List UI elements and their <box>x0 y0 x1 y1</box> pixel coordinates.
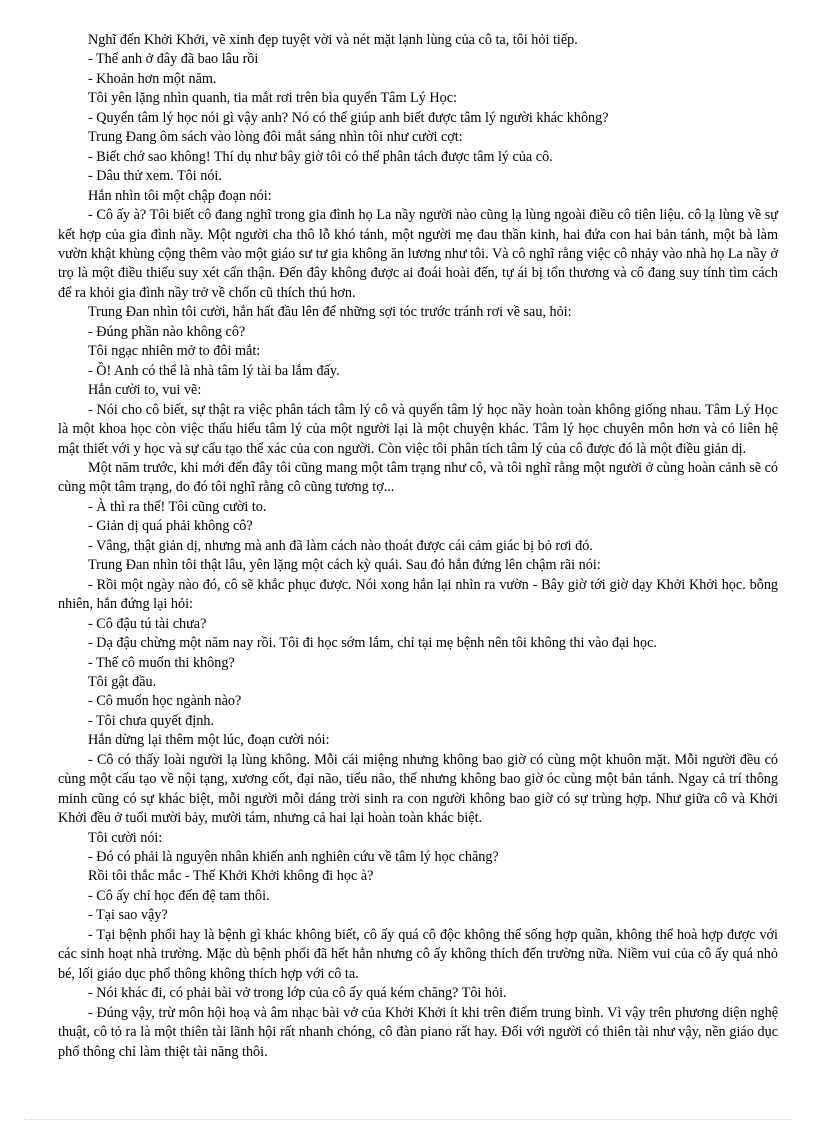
paragraph: - Dâu thử xem. Tôi nói. <box>88 168 222 185</box>
paragraph: Một năm trước, khi mới đến đây tôi cũng mang một tâm trạng như cô, và tôi nghĩ rằng một người ở cùng hoàn cảnh sẽ có cùng một tâm trạng, do đó tôi nghĩ rằng cô cũng tương tợ... <box>58 459 778 496</box>
paragraph: - Quyển tâm lý học nói gì vậy anh? Nó có thể giúp anh biết được tâm lý người khác không? <box>88 109 609 126</box>
page-bottom-rule <box>24 1119 792 1120</box>
paragraph: - Tại bệnh phổi hay là bệnh gì khác không biết, cô ấy quá cô độc không thể sống hợp quần, không thể hoà hợp được với các sinh hoạt nhà trường. Mặc dù bệnh phổi đã hết hẳn nhưng cô ấy không thích đến trường nữa. Niềm vui của cô ấy quá nhỏ bé, lối giáo dục phổ thông không thích hợp với cô ta. <box>58 926 778 982</box>
paragraph: - Dạ đậu chừng một năm nay rồi. Tôi đi học sớm lắm, chỉ tại mẹ bệnh nên tôi không thi vào đại học. <box>88 635 657 652</box>
paragraph: - Ồ! Anh có thể là nhà tâm lý tài ba lắm đấy. <box>88 362 340 379</box>
document-page <box>58 31 778 1062</box>
paragraph: - Nói khác đi, có phải bài vở trong lớp của cô ấy quá kém chăng? Tôi hỏi. <box>88 985 507 1002</box>
paragraph: Trung Đang ôm sách vào lòng đôi mắt sáng nhìn tôi như cười cợt: <box>88 129 463 146</box>
paragraph: Trung Đan nhìn tôi cười, hắn hất đầu lên để những sợi tóc trước tránh rơi về sau, hỏi: <box>88 304 572 321</box>
paragraph: - Đó có phải là nguyên nhân khiến anh nghiên cứu về tâm lý học chăng? <box>88 849 499 866</box>
paragraph: - Thế cô muốn thi không? <box>88 654 235 671</box>
paragraph: Tôi yên lặng nhìn quanh, tia mắt rơi trên bìa quyển Tâm Lý Học: <box>88 90 457 107</box>
paragraph: - Tại sao vậy? <box>88 907 168 924</box>
paragraph: Hắn dừng lại thêm một lúc, đoạn cười nói: <box>88 732 330 749</box>
paragraph: Rồi tôi thắc mắc - Thế Khởi Khởi không đi học à? <box>88 868 374 885</box>
paragraph: Nghĩ đến Khởi Khởi, vẽ xinh đẹp tuyệt vời và nét mặt lạnh lùng của cô ta, tôi hỏi tiếp. <box>88 32 578 48</box>
paragraph: - Đúng vậy, trừ môn hội hoạ và âm nhạc bài vở của Khởi Khởi ít khi trên điểm trung bình. Vì vậy trên phương diện nghệ thuật, cô tỏ ra là một thiên tài lãnh hội rất nhanh chóng, cô đàn piano rất hay. Đối với người có thiên tài như vậy, nền giáo dục phổ thông chỉ làm thiệt tài năng thôi. <box>58 1004 778 1060</box>
paragraph: - Cô đậu tú tài chưa? <box>88 615 207 632</box>
paragraph: - Giản dị quá phải không cô? <box>88 518 253 535</box>
paragraph: - Tôi chưa quyết định. <box>88 712 215 729</box>
paragraph: - À thì ra thế! Tôi cũng cười to. <box>88 498 267 515</box>
paragraph: - Cô ấy à? Tôi biết cô đang nghĩ trong gia đình họ La nầy người nào cũng lạ lùng ngoài điều cô tiên liệu. cô lạ lùng về sự kết hợp của gia đình nầy. Một người cha thô lỗ khó tánh, một người mẹ đau thần kinh, hai đứa con hai bản tánh, một bà làm vườn khật khùng cộng thêm vào một giáo sư tư gia không ăn lương như tôi. Và cô nghĩ rằng việc cô nhảy vào nhà họ La nầy ở trọ là một điều thiếu suy xét cẩn thận. Đến đây không được ai đoái hoài đến, tự ái bị tổn thương và cô đang suy tính tìm cách để ra khỏi gia đình nầy trở về chốn cũ thích thú hơn. <box>58 207 778 301</box>
paragraph: Tôi gật đầu. <box>88 673 157 690</box>
paragraph: - Vâng, thật giản dị, nhưng mà anh đã làm cách nào thoát được cái cảm giác bị bỏ rơi đó. <box>88 537 593 554</box>
paragraph: Tôi ngạc nhiên mở to đôi mắt: <box>88 343 261 360</box>
paragraph: - Rồi một ngày nào đó, cô sẽ khắc phục được. Nói xong hắn lại nhìn ra vườn - Bây giờ tới giờ dạy Khởi Khởi học. bỗng nhiên, hắn đứng lại hỏi: <box>58 576 778 613</box>
paragraph: Hắn cười to, vui vẽ: <box>88 382 202 399</box>
paragraph: Tôi cười nói: <box>88 829 163 846</box>
paragraph: - Cô muốn học ngành nào? <box>88 693 242 710</box>
paragraph: - Nói cho cô biết, sự thật ra việc phân tách tâm lý cô và quyển tâm lý học nầy hoàn toàn không giống nhau. Tâm Lý Học là một khoa học còn việc thấu hiểu tâm lý của một người lại là một chuyện khác. Tâm lý học chuyên môn hơn và có liên hệ mật thiết với y học và sự cấu tạo thể xác của con người. Còn việc tôi phân tích tâm lý của cô được đó là một điều giản dị. <box>58 401 778 457</box>
paragraph: - Khoản hơn một năm. <box>88 70 217 87</box>
paragraph: - Cô ấy chỉ học đến đệ tam thôi. <box>88 887 270 904</box>
paragraph: - Thế anh ở đây đã bao lâu rồi <box>88 51 259 68</box>
paragraph: Hắn nhìn tôi một chập đoạn nói: <box>88 187 272 204</box>
paragraph: - Cô có thấy loài người lạ lùng không. Mỗi cái miệng nhưng không bao giờ có cùng một khuôn mặt. Mỗi người đều có cùng một cấu tạo về nội tạng, xương cốt, đại não, tiểu não, thế nhưng không bao giờ óc cùng một bản tánh. Ngay cả trí thông minh cũng có sự khác biệt, mỗi người mỗi dáng trời sinh ra con người không bao giờ có sự trùng hợp. Như giữa cô và Khởi Khởi đều ở tuổi mười bảy, mười tám, nhưng cả hai lại hoàn toàn khác biệt. <box>58 751 778 827</box>
paragraph: Trung Đan nhìn tôi thật lâu, yên lặng một cách kỳ quái. Sau đó hắn đứng lên chậm rãi nói: <box>88 557 601 574</box>
paragraph: - Biết chớ sao không! Thí dụ như bây giờ tôi có thể phân tách được tâm lý của cô. <box>88 148 553 165</box>
paragraph: - Đúng phần nào không cô? <box>88 323 246 340</box>
